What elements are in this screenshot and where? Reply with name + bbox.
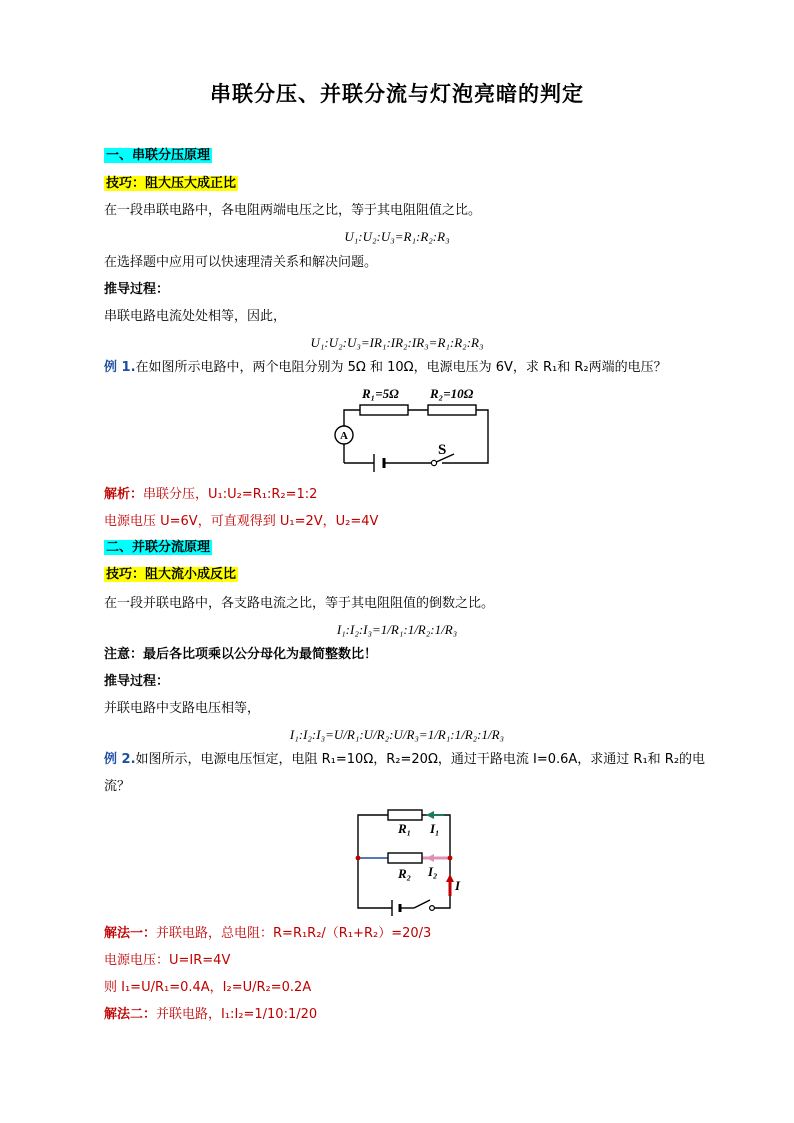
junction-right xyxy=(448,856,453,861)
example-2-text: 如图所示，电源电压恒定，电阻 R₁=10Ω，R₂=20Ω，通过干路电流 I=0.6A，求通过 R₁和 R₂的电 xyxy=(135,752,706,767)
section-heading-series xyxy=(104,148,212,164)
paragraph-series-principle: 在一段串联电路中，各电阻两端电压之比，等于其电阻阻值之比。 xyxy=(104,203,482,218)
example-2-label: 例 2. xyxy=(104,752,136,767)
tip-series-text: 技巧：阻大压大成正比 xyxy=(106,176,237,191)
current-arrow-i2-icon xyxy=(426,854,434,862)
solution-series xyxy=(104,487,317,503)
example-2-continued: 流？ xyxy=(104,779,131,794)
resistor-r2 xyxy=(428,405,476,415)
example-1-label: 例 1. xyxy=(104,360,136,375)
method-2 xyxy=(104,1007,317,1023)
method-1-text: 并联电路，总电阻：R=R₁R₂/（R₁+R₂）=20/3 xyxy=(156,926,432,941)
derivation-label-parallel: 推导过程： xyxy=(104,674,170,689)
resistor-r1-label: R₁=5Ω xyxy=(362,386,399,401)
resistor-r2 xyxy=(388,853,422,863)
resistor-r1-label: R₁ xyxy=(398,821,412,836)
switch-contact xyxy=(431,460,436,465)
tip-series xyxy=(104,176,238,192)
solution-series-label: 解析： xyxy=(104,487,144,502)
paragraph-parallel-principle: 在一段并联电路中，各支路电流之比，等于其电阻阻值的倒数之比。 xyxy=(104,596,495,611)
paragraph-series-current: 串联电路电流处处相等，因此， xyxy=(104,309,287,324)
current-arrow-i-icon xyxy=(446,874,454,882)
parallel-circuit-diagram xyxy=(352,806,464,918)
formula-parallel-ratio: I₁:I₂:I₃=1/R₁:1/R₂:1/R₃ xyxy=(336,622,458,637)
current-i-label: I xyxy=(455,878,461,893)
series-circuit-diagram xyxy=(330,380,500,472)
solution-series-text: 串联分压，U₁:U₂=R₁:R₂=1:2 xyxy=(143,487,318,502)
derivation-label-series: 推导过程： xyxy=(104,282,170,297)
method-1-currents: 则 I₁=U/R₁=0.4A，I₂=U/R₂=0.2A xyxy=(104,980,312,995)
junction-left xyxy=(356,856,361,861)
method-1 xyxy=(104,926,431,942)
section-heading-parallel-text: 二、并联分流原理 xyxy=(106,540,211,555)
resistor-r2-label: R₂ xyxy=(398,866,412,881)
tip-parallel-text: 技巧：阻大流小成反比 xyxy=(106,567,237,582)
current-i2-label: I₂ xyxy=(428,864,438,879)
resistor-r1 xyxy=(360,405,408,415)
method-2-text: 并联电路，I₁:I₂=1/10:1/20 xyxy=(156,1007,318,1022)
resistor-r2-label: R₂=10Ω xyxy=(430,386,474,401)
current-i1-label: I₁ xyxy=(430,821,440,836)
resistor-r1 xyxy=(388,810,422,820)
page-title: 串联分压、并联分流与灯泡亮暗的判定 xyxy=(210,82,584,106)
example-2 xyxy=(104,752,705,768)
ammeter-label: A xyxy=(340,430,348,442)
method-1-label: 解法一： xyxy=(104,926,157,941)
note-parallel: 注意：最后各比项乘以公分母化为最简整数比！ xyxy=(104,647,378,662)
section-heading-parallel xyxy=(104,540,212,556)
method-1-voltage: 电源电压：U=IR=4V xyxy=(104,953,231,968)
tip-parallel xyxy=(104,567,238,583)
formula-series-ratio: U₁:U₂:U₃=R₁:R₂:R₃ xyxy=(344,229,450,244)
switch-label: S xyxy=(438,442,447,458)
formula-series-derivation: U₁:U₂:U₃=IR₁:IR₂:IR₃=R₁:R₂:R₃ xyxy=(310,335,484,350)
paragraph-parallel-voltage: 并联电路中支路电压相等， xyxy=(104,701,261,716)
current-arrow-i1-icon xyxy=(426,811,434,819)
example-1 xyxy=(104,360,667,376)
paragraph-series-usage: 在选择题中应用可以快速理清关系和解决问题。 xyxy=(104,255,378,270)
formula-parallel-derivation: I₁:I₂:I₃=U/R₁:U/R₂:U/R₃=1/R₁:1/R₂:1/R₃ xyxy=(289,727,505,742)
switch-contact xyxy=(430,906,435,911)
example-1-text: 在如图所示电路中，两个电阻分别为 5Ω 和 10Ω，电源电压为 6V，求 R₁和 R₂两端的电压？ xyxy=(135,360,667,375)
solution-series-result: 电源电压 U=6V，可直观得到 U₁=2V，U₂=4V xyxy=(104,514,379,529)
method-2-label: 解法二： xyxy=(104,1007,157,1022)
section-heading-series-text: 一、串联分压原理 xyxy=(106,148,211,163)
